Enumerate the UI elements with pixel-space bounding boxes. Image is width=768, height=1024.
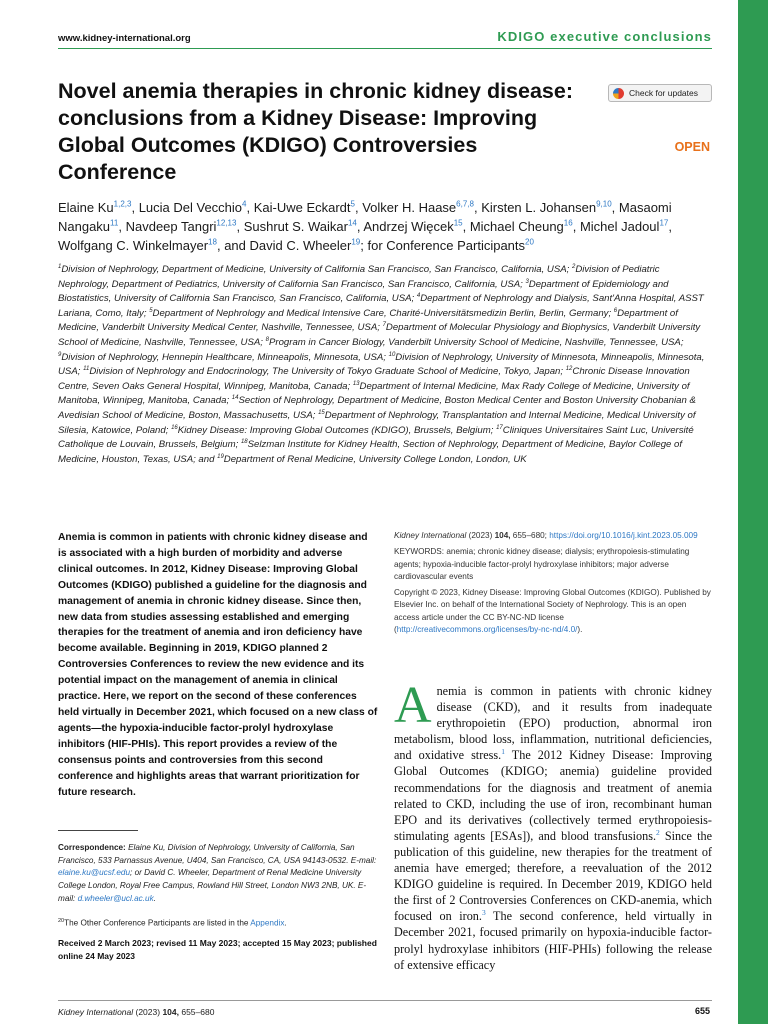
author-affiliation-ref[interactable]: 17 xyxy=(659,218,669,228)
copyright-close: ). xyxy=(577,625,583,635)
affiliation-text: Department of Medicine, Vanderbilt University Medical Center, Nashville, Tennessee, USA; xyxy=(58,307,678,334)
author-name: Sushrut S. Waikar xyxy=(243,219,348,234)
correspondence-end: . xyxy=(153,893,156,903)
author-name: Michel Jadoul xyxy=(579,219,660,234)
author-affiliation-ref[interactable]: 4 xyxy=(242,199,247,209)
affiliation-number: 19 xyxy=(217,453,224,460)
section-label: KDIGO executive conclusions xyxy=(497,29,712,44)
body-paragraph xyxy=(394,677,713,973)
footer-volume: 104, xyxy=(162,1007,179,1017)
author-name: Lucia Del Vecchio xyxy=(138,200,243,215)
affiliation-number: 14 xyxy=(231,395,239,402)
affiliation-number: 12 xyxy=(565,365,573,372)
abstract: Anemia is common in patients with chronic kidney disease and is associated with a high burden of morbidity and adverse clinical outcomes. In 2012, Kidney Disease: Improving Global Outcomes (KDIGO) published a guideline for the diagnosis and management of anemia in chronic kidney disease. Since then, new data from studies assessing established and emerging therapies for the treatment of anemia and iron deficiency have become available. Beginning in 2019, KDIGO planned 2 Controversies Conferences to review the new evidence and its potential impact on the management of anemia in clinical practice. Here, we report on the second of these conferences held virtually in December 2021, which focused on a new class of agents—the hypoxia-inducible factor-prolyl hydroxylase inhibitors (HIF-PHIs). This report provides a review of the consensus points and controversies from this second conference and highlights areas that warrant prioritization for future research. xyxy=(58,532,378,798)
crossmark-icon xyxy=(613,88,624,99)
author-name: Michael Cheung xyxy=(469,219,564,234)
affiliation-number: 2 xyxy=(571,263,576,270)
author-name: Volker H. Haase xyxy=(362,200,457,215)
affiliation-number: 9 xyxy=(58,351,62,358)
author-name: Kirsten L. Johansen xyxy=(481,200,597,215)
affiliation-text: Division of Nephrology and Endocrinology, The University of Tokyo Graduate School of Medicine, Tokyo, Japan; xyxy=(89,366,564,378)
footnote-end: . xyxy=(284,918,287,928)
footer-year: (2023) xyxy=(133,1007,163,1017)
affiliation-text: Department of Nephrology and Dialysis, Sant'Anna Hospital, ASST Lariana, Como, Italy; xyxy=(58,293,704,319)
reference-link[interactable]: 3 xyxy=(481,908,486,918)
body-text-part: Since the publication of this guideline, new therapies for the treatment of anemia have emerged; therefore, a reevaluation of the 2012 KDIGO guideline is required. In December 2019, KDIGO held the first of 2 Controversies Conferences on CKD-anemia, which focused on iron. xyxy=(394,828,713,924)
affiliation-number: 10 xyxy=(388,351,396,358)
body-text-part: The 2012 Kidney Disease: Improving Global Outcomes (KDIGO; anemia) guideline provided recommendations for the diagnosis and treatment of anemia related to CKD, including the use of iron, recombinant human EPO and its derivatives (collectively termed erythropoiesis-stimulating agents [ESAs]), and blood transfusions. xyxy=(394,748,712,843)
doi-link[interactable]: https://doi.org/10.1016/j.kint.2023.05.009 xyxy=(549,531,698,540)
author-affiliation-ref[interactable]: 18 xyxy=(208,237,217,247)
author-name: Elaine Ku xyxy=(58,200,114,215)
check-for-updates-label: Check for updates xyxy=(629,88,698,98)
affiliation-number: 11 xyxy=(83,365,90,372)
author-affiliation-ref[interactable]: 9,10 xyxy=(596,199,612,209)
body-text-part: nemia is common in patients with chronic kidney disease (CKD), and it results from inadequate erythropoietin (EPO) production, abnormal iron metabolism, blood loss, inflammation, nutritional deficiencies, and oxidative stress. xyxy=(394,684,712,763)
affiliation-text: Department of Renal Medicine, University College London, London, UK xyxy=(223,453,527,465)
copyright-text: Copyright © 2023, Kidney Disease: Improving Global Outcomes (KDIGO). Published by Elsevier Inc. on behalf of the International Society of Nephrology. This is an open access article under the CC BY-NC-ND license ( xyxy=(394,588,711,635)
affiliation-text: Chronic Disease Innovation Centre, Seven Oaks General Hospital, Winnipeg, Manitoba, Canada; xyxy=(58,366,690,392)
author-name: Navdeep Tangri xyxy=(125,219,217,234)
affiliation-text: Division of Nephrology, University of Minnesota, Minneapolis, Minnesota, USA; xyxy=(58,351,705,378)
participants-footnote xyxy=(58,915,380,930)
affiliation-number: 6 xyxy=(613,307,618,314)
author-affiliation-ref[interactable]: 15 xyxy=(453,218,463,228)
affiliation-number: 4 xyxy=(416,293,421,299)
reference-link[interactable]: 1 xyxy=(501,747,505,757)
affiliation-number: 13 xyxy=(352,380,360,387)
appendix-link[interactable]: Appendix xyxy=(250,918,285,928)
email-link[interactable]: elaine.ku@ucsf.edu xyxy=(58,868,131,878)
affiliation-number: 5 xyxy=(149,307,153,314)
affiliations xyxy=(58,263,712,467)
body-text-part: The second conference, held virtually in December 2021, focused primarily on hypoxia-inducible factor-prolyl hydroxylase inhibitors (HIF-PHIs) following the release of extensive efficacy xyxy=(394,909,712,972)
affiliation-text: Department of Internal Medicine, Max Rady College of Medicine, University of Manitoba, Winnipeg, Manitoba, Canada; xyxy=(58,380,690,407)
affiliation-number: 8 xyxy=(265,336,269,343)
author-name: for Conference Participants xyxy=(367,238,526,253)
header-rule xyxy=(58,48,712,49)
received-dates: Received 2 March 2023; revised 11 May 2023; accepted 15 May 2023; published online 24 May 2023 xyxy=(58,938,377,961)
affiliation-text: Division of Nephrology, Department of Medicine, University of California San Francisco, San Francisco, California, USA; xyxy=(61,264,570,275)
author-affiliation-ref[interactable]: 12,13 xyxy=(216,218,237,228)
author-list: Elaine Ku$^{1,2,3}$, Lucia Del Vecchio$^4$, Kai-Uwe Eckardt$^5$, Volker H. Haase$^{6,7,8}$, Kirsten L. Johansen$^{9,10}$, Masaomi Nangaku$^{11}$, Navdeep Tangri$^{12,13}$, Sushrut S. Waikar$^{14}$, Andrzej Więcek$^{15}$, Michael Cheung$^{16}$, Michel Jadoul$^{17}$, Wolfgang C. Winkelmayer$^{18}$, and David C. Wheeler$^{19}$; for Conference Participants$^{20}$ xyxy=(58,199,672,253)
affiliation-number: 16 xyxy=(171,424,178,431)
affiliation-number: 18 xyxy=(240,438,248,445)
page-number: 655 xyxy=(694,1006,710,1016)
reference-link[interactable]: 2 xyxy=(656,827,660,837)
footer-citation xyxy=(58,1007,214,1017)
keywords: KEYWORDS: anemia; chronic kidney disease; dialysis; erythropoiesis-stimulating agents; hypoxia-inducible factor-prolyl hydroxylase inhibitors; major adverse cardiovascular events xyxy=(394,547,690,581)
affiliation-text: Cliniques Universitaires Saint Luc, Université Catholique de Louvain, Brussels, Belgium; xyxy=(58,424,694,451)
correspondence xyxy=(58,842,380,906)
author-name: Wolfgang C. Winkelmayer xyxy=(58,238,209,253)
affiliation-text: Division of Pediatric Nephrology, Department of Pediatrics, University of California San Francisco, San Francisco, California, USA; xyxy=(58,264,660,290)
author-name: Andrzej Więcek xyxy=(363,219,454,234)
author-affiliation-ref[interactable]: 16 xyxy=(563,218,573,228)
author-affiliation-ref[interactable]: 19 xyxy=(351,237,361,247)
correspondence-text: Elaine Ku, Division of Nephrology, University of California, San Francisco, 533 Parnassus Avenue, U404, San Francisco, CA, USA 94143-0532. E-mail: xyxy=(58,843,377,865)
article-title: Novel anemia therapies in chronic kidney disease: conclusions from a Kidney Disease: Improving Global Outcomes (KDIGO) Controversies Conference xyxy=(58,79,574,184)
footer-journal-name: Kidney International xyxy=(58,1007,134,1017)
affiliation-number: 7 xyxy=(382,322,386,329)
author-affiliation-ref[interactable]: 5 xyxy=(350,199,355,209)
journal-side-bar xyxy=(738,0,768,1024)
affiliation-number: 15 xyxy=(318,409,325,416)
footnote-number: 20 xyxy=(58,918,65,924)
author-name: Kai-Uwe Eckardt xyxy=(253,200,351,215)
article-meta xyxy=(394,530,712,640)
affiliation-number: 3 xyxy=(525,278,529,285)
footer-pages: 655–680 xyxy=(178,1007,215,1017)
affiliation-text: Selzman Institute for Kidney Health, Section of Nephrology, Department of Medicine, Baylor College of Medicine, Houston, Texas, USA; and xyxy=(58,439,683,465)
affiliation-text: Department of Nephrology and Medical Intensive Care, Charité-Universitätsmedizin Berlin, Berlin, Germany; xyxy=(152,307,612,319)
site-url[interactable]: www.kidney-international.org xyxy=(58,33,191,44)
author-name: Masaomi Nangaku xyxy=(58,200,672,234)
affiliation-text: Kidney Disease: Improving Global Outcomes (KDIGO), Brussels, Belgium; xyxy=(177,424,494,436)
affiliation-number: 1 xyxy=(58,263,62,270)
footer-rule xyxy=(58,1000,712,1001)
affiliation-text: Department of Epidemiology and Biostatistics, University of California San Francisco, San Francisco, California, USA; xyxy=(58,278,669,305)
author-affiliation-ref[interactable]: 1,2,3 xyxy=(113,199,132,209)
open-access-label: OPEN xyxy=(674,140,710,154)
author-affiliation-ref[interactable]: 6,7,8 xyxy=(456,199,474,209)
license-link[interactable]: http://creativecommons.org/licenses/by-nc-nd/4.0/ xyxy=(396,625,578,635)
author-name: and David C. Wheeler xyxy=(224,238,352,253)
citation-volume: 104, xyxy=(494,531,511,540)
affiliation-text: Department of Nephrology, Transplantation and Internal Medicine, Medical University of Silesia, Katowice, Poland; xyxy=(58,409,696,436)
footnote-text: The Other Conference Participants are listed in the xyxy=(64,918,251,928)
affiliation-text: Department of Molecular Physiology and Biophysics, Vanderbilt University School of Medicine, Nashville, Tennessee, USA; xyxy=(58,322,701,348)
affiliation-text: Section of Nephrology, Department of Medicine, Boston Medical Center and Boston University Chobanian & Avedisian School of Medicine, Boston, Massachusetts, USA; xyxy=(58,395,696,421)
correspondence-rule xyxy=(58,830,138,831)
correspondence-label: Correspondence: xyxy=(58,843,126,852)
citation-year: (2023) xyxy=(466,531,495,540)
email-link[interactable]: d.wheeler@ucl.ac.uk xyxy=(77,893,154,903)
correspondence-text: ; or David C. Wheeler, Department of Renal Medicine University College London, Royal Free Campus, Rowland Hill Street, London NW3 2NB, UK. E-mail: xyxy=(58,868,367,903)
author-affiliation-ref[interactable]: 11 xyxy=(110,218,119,228)
affiliation-number: 17 xyxy=(496,424,503,431)
author-affiliation-ref[interactable]: 20 xyxy=(525,237,534,247)
author-affiliation-ref[interactable]: 14 xyxy=(347,218,357,228)
affiliation-text: Division of Nephrology, Hennepin Healthcare, Minneapolis, Minnesota, USA; xyxy=(61,351,386,363)
citation xyxy=(394,530,712,542)
drop-cap: A xyxy=(394,677,432,734)
check-for-updates-button[interactable] xyxy=(608,84,712,102)
copyright xyxy=(394,587,712,636)
affiliation-text: Program in Cancer Biology, Vanderbilt University School of Medicine, Nashville, Tennessee, USA; xyxy=(268,336,684,348)
citation-journal: Kidney International xyxy=(394,531,467,540)
citation-pages: 655–680; xyxy=(510,531,550,540)
